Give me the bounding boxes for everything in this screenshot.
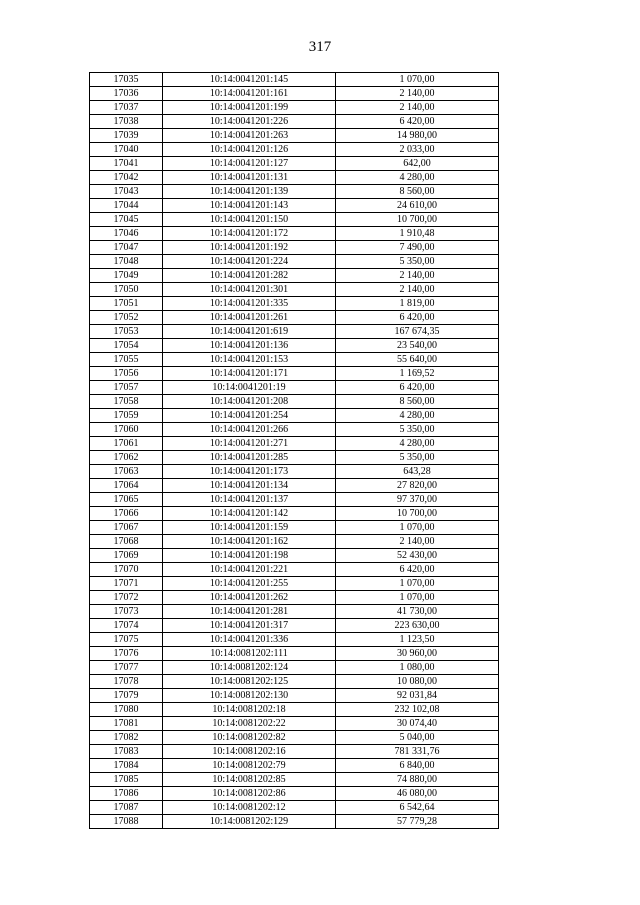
row-number-cell: 17082 [90,731,163,745]
row-number-cell: 17036 [90,87,163,101]
row-number-cell: 17080 [90,703,163,717]
table-row [90,129,499,143]
cadastral-number-cell: 10:14:0041201:208 [163,395,336,409]
cadastral-number-cell: 10:14:0041201:126 [163,143,336,157]
row-number-cell: 17075 [90,633,163,647]
table-row [90,255,499,269]
cadastral-number-cell: 10:14:0041201:142 [163,507,336,521]
row-number-cell: 17065 [90,493,163,507]
table-row [90,745,499,759]
table-row [90,633,499,647]
cadastral-number-cell: 10:14:0041201:134 [163,479,336,493]
table-row [90,311,499,325]
table-row [90,423,499,437]
value-cell: 2 140,00 [336,101,499,115]
row-number-cell: 17056 [90,367,163,381]
cadastral-number-cell: 10:14:0081202:12 [163,801,336,815]
value-cell: 46 080,00 [336,787,499,801]
table-row [90,549,499,563]
value-cell: 2 140,00 [336,535,499,549]
table-row [90,535,499,549]
table-row [90,703,499,717]
cadastral-number-cell: 10:14:0081202:18 [163,703,336,717]
table-row [90,339,499,353]
cadastral-number-cell: 10:14:0081202:82 [163,731,336,745]
table-row [90,381,499,395]
row-number-cell: 17073 [90,605,163,619]
row-number-cell: 17040 [90,143,163,157]
value-cell: 6 420,00 [336,311,499,325]
value-cell: 10 080,00 [336,675,499,689]
table-row [90,143,499,157]
value-cell: 1 819,00 [336,297,499,311]
row-number-cell: 17078 [90,675,163,689]
cadastral-number-cell: 10:14:0041201:224 [163,255,336,269]
table-row [90,101,499,115]
row-number-cell: 17067 [90,521,163,535]
value-cell: 781 331,76 [336,745,499,759]
cadastral-number-cell: 10:14:0041201:317 [163,619,336,633]
row-number-cell: 17071 [90,577,163,591]
table-row [90,465,499,479]
row-number-cell: 17059 [90,409,163,423]
value-cell: 2 140,00 [336,87,499,101]
table-row [90,213,499,227]
table-row [90,507,499,521]
row-number-cell: 17050 [90,283,163,297]
value-cell: 1 070,00 [336,521,499,535]
row-number-cell: 17068 [90,535,163,549]
row-number-cell: 17060 [90,423,163,437]
table-row [90,801,499,815]
table-body [90,73,499,829]
table-row [90,171,499,185]
cadastral-number-cell: 10:14:0041201:127 [163,157,336,171]
cadastral-number-cell: 10:14:0041201:271 [163,437,336,451]
row-number-cell: 17081 [90,717,163,731]
cadastral-number-cell: 10:14:0081202:16 [163,745,336,759]
value-cell: 6 420,00 [336,563,499,577]
value-cell: 5 350,00 [336,423,499,437]
cadastral-number-cell: 10:14:0041201:619 [163,325,336,339]
cadastral-number-cell: 10:14:0081202:79 [163,759,336,773]
value-cell: 55 640,00 [336,353,499,367]
value-cell: 10 700,00 [336,507,499,521]
value-cell: 1 080,00 [336,661,499,675]
row-number-cell: 17047 [90,241,163,255]
cadastral-number-cell: 10:14:0041201:171 [163,367,336,381]
table-row [90,563,499,577]
cadastral-number-cell: 10:14:0081202:111 [163,647,336,661]
value-cell: 6 542,64 [336,801,499,815]
table-row [90,297,499,311]
value-cell: 1 169,52 [336,367,499,381]
cadastral-number-cell: 10:14:0041201:261 [163,311,336,325]
row-number-cell: 17066 [90,507,163,521]
table-row [90,283,499,297]
value-cell: 41 730,00 [336,605,499,619]
row-number-cell: 17064 [90,479,163,493]
cadastral-number-cell: 10:14:0041201:281 [163,605,336,619]
cadastral-number-cell: 10:14:0041201:162 [163,535,336,549]
row-number-cell: 17076 [90,647,163,661]
cadastral-number-cell: 10:14:0081202:85 [163,773,336,787]
row-number-cell: 17037 [90,101,163,115]
table-row [90,367,499,381]
value-cell: 14 980,00 [336,129,499,143]
cadastral-number-cell: 10:14:0041201:136 [163,339,336,353]
cadastral-number-cell: 10:14:0041201:150 [163,213,336,227]
value-cell: 2 140,00 [336,269,499,283]
row-number-cell: 17044 [90,199,163,213]
table-row [90,647,499,661]
value-cell: 7 490,00 [336,241,499,255]
row-number-cell: 17054 [90,339,163,353]
cadastral-value-table [89,72,499,829]
value-cell: 1 070,00 [336,591,499,605]
value-cell: 4 280,00 [336,171,499,185]
table-row [90,577,499,591]
cadastral-number-cell: 10:14:0041201:143 [163,199,336,213]
table-row [90,353,499,367]
table-row [90,591,499,605]
row-number-cell: 17039 [90,129,163,143]
row-number-cell: 17048 [90,255,163,269]
table-row [90,73,499,87]
cadastral-number-cell: 10:14:0081202:129 [163,815,336,829]
cadastral-number-cell: 10:14:0041201:173 [163,465,336,479]
cadastral-number-cell: 10:14:0041201:255 [163,577,336,591]
row-number-cell: 17052 [90,311,163,325]
cadastral-number-cell: 10:14:0041201:301 [163,283,336,297]
value-cell: 30 960,00 [336,647,499,661]
cadastral-number-cell: 10:14:0041201:192 [163,241,336,255]
table-row [90,395,499,409]
table-row [90,759,499,773]
value-cell: 10 700,00 [336,213,499,227]
row-number-cell: 17041 [90,157,163,171]
row-number-cell: 17058 [90,395,163,409]
value-cell: 1 070,00 [336,577,499,591]
cadastral-number-cell: 10:14:0041201:221 [163,563,336,577]
table-row [90,325,499,339]
row-number-cell: 17051 [90,297,163,311]
table-row [90,437,499,451]
table-row [90,731,499,745]
cadastral-number-cell: 10:14:0041201:266 [163,423,336,437]
table-row [90,619,499,633]
table-row [90,773,499,787]
table-row [90,157,499,171]
page-number: 317 [308,39,332,55]
value-cell: 167 674,35 [336,325,499,339]
row-number-cell: 17053 [90,325,163,339]
table-row [90,689,499,703]
cadastral-number-cell: 10:14:0041201:139 [163,185,336,199]
table-row [90,199,499,213]
cadastral-number-cell: 10:14:0041201:198 [163,549,336,563]
cadastral-number-cell: 10:14:0081202:125 [163,675,336,689]
table-row [90,451,499,465]
table-row [90,115,499,129]
value-cell: 4 280,00 [336,437,499,451]
value-cell: 6 420,00 [336,381,499,395]
row-number-cell: 17086 [90,787,163,801]
value-cell: 5 350,00 [336,451,499,465]
value-cell: 97 370,00 [336,493,499,507]
row-number-cell: 17085 [90,773,163,787]
row-number-cell: 17049 [90,269,163,283]
value-cell: 643,28 [336,465,499,479]
table-row [90,479,499,493]
value-cell: 52 430,00 [336,549,499,563]
row-number-cell: 17088 [90,815,163,829]
cadastral-number-cell: 10:14:0041201:199 [163,101,336,115]
row-number-cell: 17045 [90,213,163,227]
cadastral-number-cell: 10:14:0041201:137 [163,493,336,507]
value-cell: 24 610,00 [336,199,499,213]
table-row [90,605,499,619]
row-number-cell: 17038 [90,115,163,129]
value-cell: 8 560,00 [336,395,499,409]
cadastral-number-cell: 10:14:0041201:263 [163,129,336,143]
table-row [90,87,499,101]
value-cell: 92 031,84 [336,689,499,703]
cadastral-number-cell: 10:14:0041201:172 [163,227,336,241]
row-number-cell: 17061 [90,437,163,451]
value-cell: 74 880,00 [336,773,499,787]
cadastral-number-cell: 10:14:0081202:124 [163,661,336,675]
value-cell: 1 910,48 [336,227,499,241]
cadastral-number-cell: 10:14:0041201:254 [163,409,336,423]
value-cell: 4 280,00 [336,409,499,423]
table-row [90,717,499,731]
cadastral-number-cell: 10:14:0041201:19 [163,381,336,395]
cadastral-number-cell: 10:14:0041201:145 [163,73,336,87]
table-row [90,815,499,829]
value-cell: 2 033,00 [336,143,499,157]
row-number-cell: 17043 [90,185,163,199]
cadastral-number-cell: 10:14:0041201:282 [163,269,336,283]
table-row [90,185,499,199]
table-row [90,661,499,675]
row-number-cell: 17087 [90,801,163,815]
row-number-cell: 17077 [90,661,163,675]
cadastral-number-cell: 10:14:0081202:130 [163,689,336,703]
row-number-cell: 17057 [90,381,163,395]
row-number-cell: 17074 [90,619,163,633]
value-cell: 223 630,00 [336,619,499,633]
row-number-cell: 17042 [90,171,163,185]
value-cell: 8 560,00 [336,185,499,199]
value-cell: 6 420,00 [336,115,499,129]
row-number-cell: 17070 [90,563,163,577]
table-row [90,787,499,801]
value-cell: 5 350,00 [336,255,499,269]
cadastral-number-cell: 10:14:0041201:161 [163,87,336,101]
row-number-cell: 17079 [90,689,163,703]
value-cell: 232 102,08 [336,703,499,717]
row-number-cell: 17084 [90,759,163,773]
cadastral-number-cell: 10:14:0081202:86 [163,787,336,801]
cadastral-number-cell: 10:14:0041201:159 [163,521,336,535]
cadastral-number-cell: 10:14:0041201:262 [163,591,336,605]
table-row [90,409,499,423]
value-cell: 5 040,00 [336,731,499,745]
cadastral-number-cell: 10:14:0041201:335 [163,297,336,311]
row-number-cell: 17046 [90,227,163,241]
value-cell: 30 074,40 [336,717,499,731]
cadastral-number-cell: 10:14:0041201:153 [163,353,336,367]
row-number-cell: 17062 [90,451,163,465]
table-row [90,493,499,507]
cadastral-number-cell: 10:14:0081202:22 [163,717,336,731]
value-cell: 27 820,00 [336,479,499,493]
cadastral-number-cell: 10:14:0041201:226 [163,115,336,129]
cadastral-number-cell: 10:14:0041201:336 [163,633,336,647]
table-row [90,521,499,535]
value-cell: 2 140,00 [336,283,499,297]
table-row [90,227,499,241]
row-number-cell: 17055 [90,353,163,367]
table-row [90,269,499,283]
cadastral-number-cell: 10:14:0041201:285 [163,451,336,465]
value-cell: 1 070,00 [336,73,499,87]
value-cell: 642,00 [336,157,499,171]
row-number-cell: 17072 [90,591,163,605]
table-row [90,675,499,689]
value-cell: 57 779,28 [336,815,499,829]
row-number-cell: 17063 [90,465,163,479]
cadastral-number-cell: 10:14:0041201:131 [163,171,336,185]
value-cell: 1 123,50 [336,633,499,647]
row-number-cell: 17083 [90,745,163,759]
row-number-cell: 17035 [90,73,163,87]
table-row [90,241,499,255]
value-cell: 23 540,00 [336,339,499,353]
row-number-cell: 17069 [90,549,163,563]
value-cell: 6 840,00 [336,759,499,773]
